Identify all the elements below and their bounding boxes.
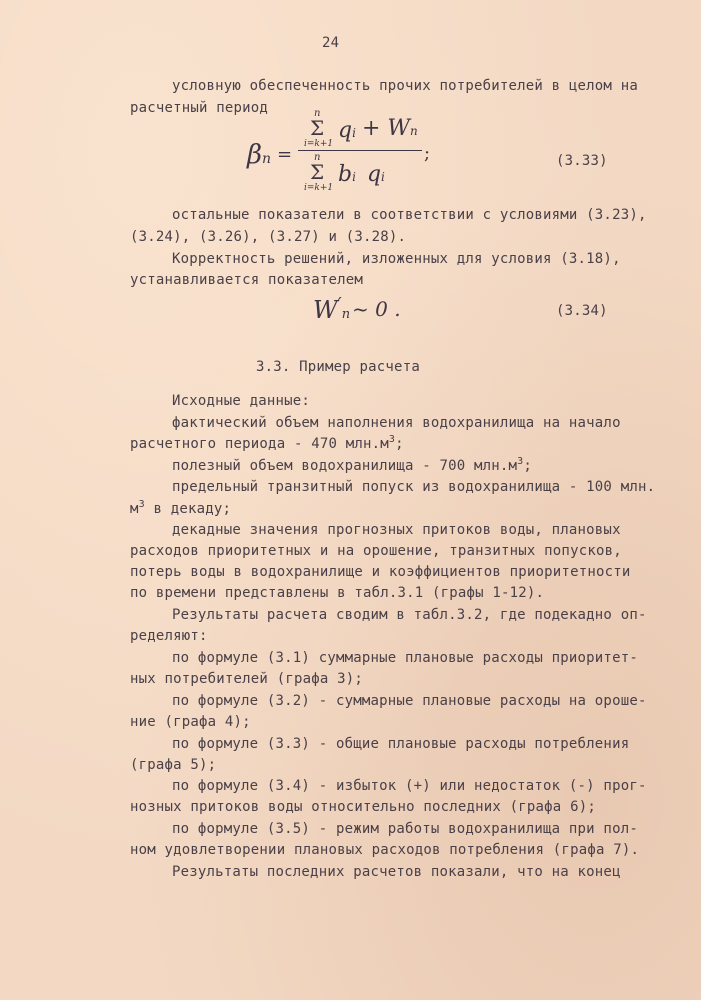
formula-approx-zero: ~ 0 .: [352, 297, 401, 321]
text-line: Результаты расчета сводим в табл.3.2, где подекадно оп-: [172, 607, 647, 623]
formula-w: W′n: [313, 294, 351, 324]
num-sigma-bottom: i=k+1: [304, 139, 334, 149]
text-line: по формуле (3.5) - режим работы водохранилища при пол-: [172, 821, 638, 837]
num-sigma-top: n: [314, 108, 321, 119]
section-heading: 3.3. Пример расчета: [256, 359, 420, 375]
formula-number: (3.33): [556, 153, 608, 169]
text-line: Исходные данные:: [172, 393, 311, 409]
formula-equals: =: [277, 144, 293, 165]
text-line: (графа 5);: [130, 757, 217, 773]
num-plus-w: + Wn: [362, 116, 418, 141]
text-line: устанавливается показателем: [130, 272, 363, 288]
den-sigma-top: n: [314, 152, 321, 163]
text-line: фактический объем наполнения водохранилища на начало: [172, 415, 621, 431]
text-line: потерь воды в водохранилище и коэффициентов приоритетности: [130, 564, 631, 580]
text-line: расчетный период: [130, 100, 269, 116]
text-line: по времени представлены в табл.3.1 (графы 1-12).: [130, 585, 545, 601]
text-line: по формуле (3.4) - избыток (+) или недостаток (-) прог-: [172, 778, 647, 794]
den-sigma: Σ: [310, 160, 325, 184]
text-line: Корректность решений, изложенных для условия (3.18),: [172, 251, 621, 267]
text-line: условную обеспеченность прочих потребителей в целом на: [172, 78, 638, 94]
text-line: остальные показатели в соответствии с условиями (3.23),: [172, 207, 647, 223]
text-line: по формуле (3.1) суммарные плановые расходы приоритет-: [172, 650, 638, 666]
text-line: ном удовлетворении плановых расходов потребления (графа 7).: [130, 842, 640, 858]
text-line: (3.24), (3.26), (3.27) и (3.28).: [130, 229, 407, 245]
formula-semicolon: ;: [424, 143, 431, 164]
text-line: ных потребителей (графа 3);: [130, 671, 363, 687]
text-line: нозных притоков воды относительно последних (графа 6);: [130, 799, 596, 815]
num-body: qi: [338, 118, 356, 143]
formula-lhs: βn: [247, 140, 272, 170]
formula-number: (3.34): [556, 303, 608, 319]
den-body: bi qi: [338, 162, 385, 187]
text-line: ние (графа 4);: [130, 714, 251, 730]
text-line: расчетного периода - 470 $млн.м^3$;: [130, 434, 404, 452]
text-line: Результаты последних расчетов показали, что на конец: [172, 864, 621, 880]
text-line: декадные значения прогнозных притоков воды, плановых: [172, 522, 621, 538]
num-sigma: Σ: [310, 116, 325, 140]
text-line: предельный транзитный попуск из водохранилища - 100 млн.: [172, 479, 656, 495]
text-line: ределяют:: [130, 628, 208, 644]
text-line: $м^3$ в декаду;: [130, 499, 232, 517]
den-sigma-bottom: i=k+1: [304, 183, 334, 193]
text-line: полезный объем водохранилища - 700 $млн.м^3$;: [172, 456, 533, 474]
page-number: 24: [322, 35, 340, 51]
text-line: расходов приоритетных и на орошение, транзитных попусков,: [130, 543, 622, 559]
text-line: по формуле (3.2) - суммарные плановые расходы на ороше-: [172, 693, 647, 709]
text-line: по формуле (3.3) - общие плановые расходы потребления: [172, 736, 630, 752]
